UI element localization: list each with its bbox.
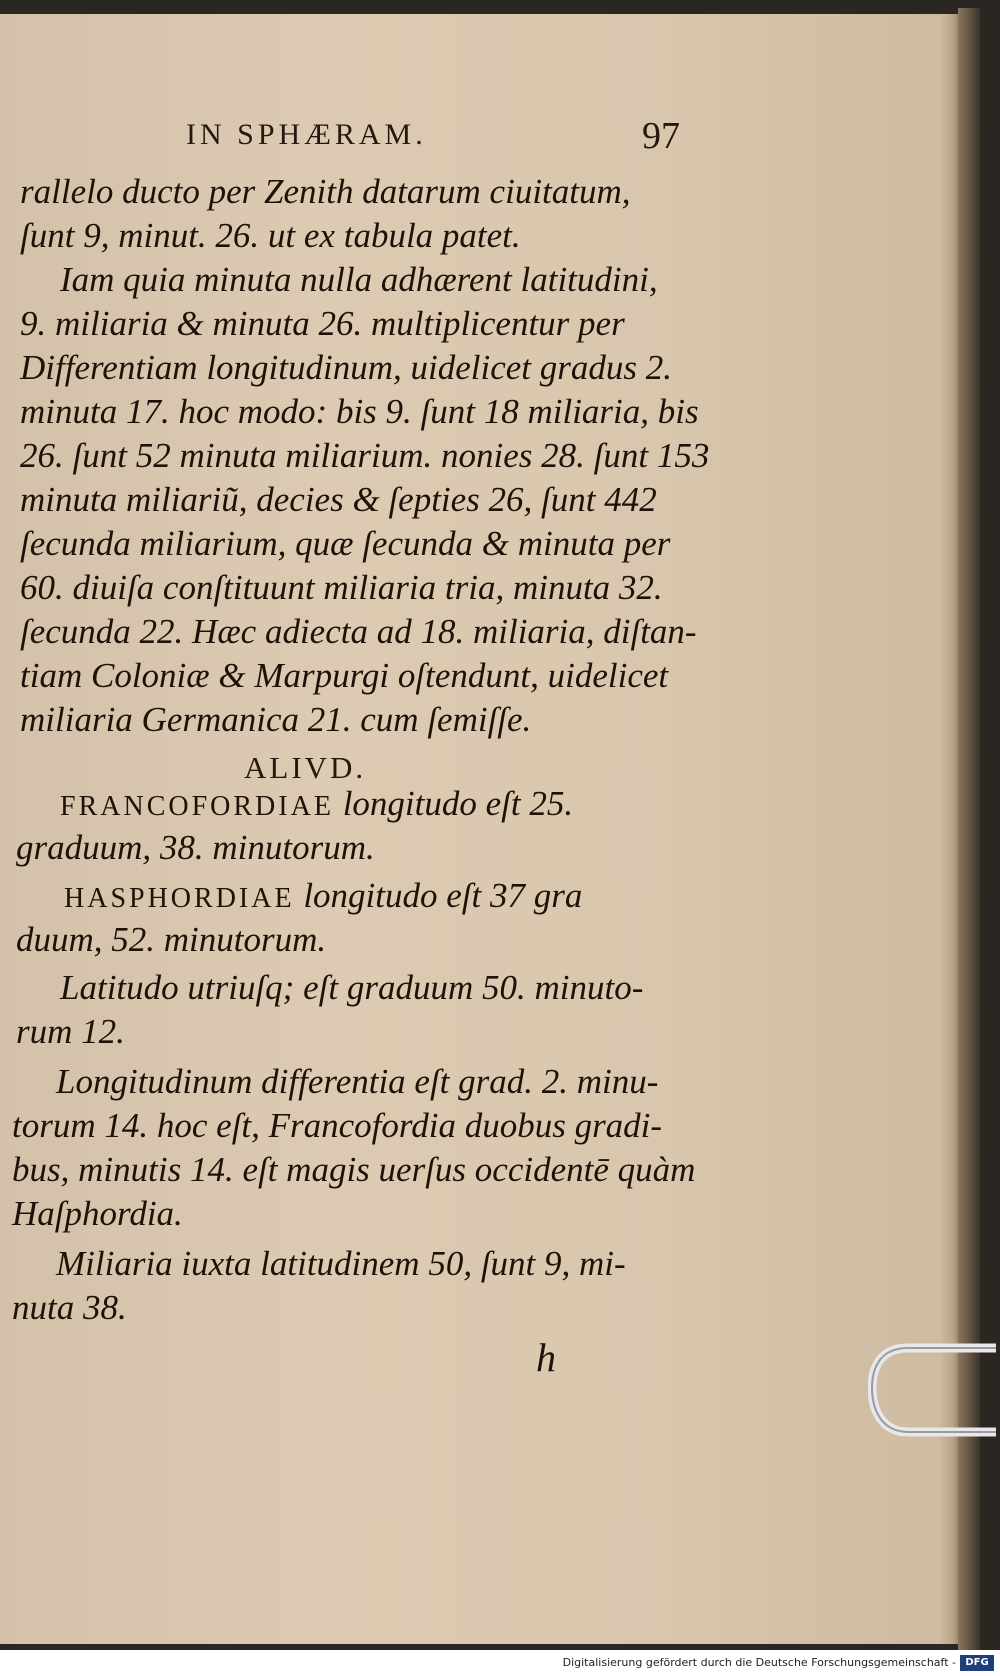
text-line: minuta 17. hoc modo: bis 9. ſunt 18 miliaria, bis <box>20 392 699 431</box>
text-line: ſunt 9, minut. 26. ut ex tabula patet. <box>20 216 521 255</box>
line-text: torum 14. hoc eſt, Francofordia duobus gradi- <box>12 1106 663 1145</box>
caps-name: FRANCOFORDIAE <box>60 791 334 822</box>
text-line <box>12 1148 712 1192</box>
line-text: longitudo eſt 25. <box>333 784 574 823</box>
text-line <box>12 1104 712 1148</box>
page-header <box>0 114 700 158</box>
section-heading: ALIVD. <box>244 750 367 785</box>
caps-name: HASPHORDIAE <box>64 883 295 914</box>
line-text: Miliaria iuxta latitudinem 50, ſunt 9, mi- <box>56 1244 626 1283</box>
footer <box>0 1652 1000 1676</box>
line-text: Haſphordia. <box>12 1194 183 1233</box>
text-line: tiam Coloniæ & Marpurgi oſtendunt, uidelicet <box>20 656 669 695</box>
text-line <box>12 1192 712 1236</box>
text-line <box>56 1242 756 1286</box>
line-text: longitudo eſt 37 gra <box>294 876 583 915</box>
footer-credit: Digitalisierung gefördert durch die Deutsche Forschungsgemeinschaft - <box>562 1656 956 1669</box>
line-text: rum 12. <box>16 1012 125 1051</box>
text-line <box>64 874 764 921</box>
text-line <box>56 1060 756 1104</box>
signature-mark: h <box>536 1335 556 1380</box>
text-line: Iam quia minuta nulla adhærent latitudini, <box>60 260 658 299</box>
paper-clip-icon <box>868 1340 998 1440</box>
line-text: bus, minutis 14. eſt magis uerſus occidentē quàm <box>12 1150 696 1189</box>
text-line: ſecunda 22. Hæc adiecta ad 18. miliaria, diſtan- <box>20 612 697 651</box>
text-line <box>16 918 716 962</box>
text-line: miliaria Germanica 21. cum ſemiſſe. <box>20 700 532 739</box>
text-line <box>16 1010 716 1054</box>
text-line: rallelo ducto per Zenith datarum ciuitatum, <box>20 172 631 211</box>
line-text: nuta 38. <box>12 1288 127 1327</box>
text-line <box>60 782 760 829</box>
text-line <box>16 826 716 870</box>
book-page <box>0 14 958 1644</box>
text-line: 26. ſunt 52 minuta miliarium. nonies 28. ſunt 153 <box>20 436 710 475</box>
dfg-logo: DFG <box>960 1655 994 1671</box>
page-number: 97 <box>642 115 680 157</box>
line-text: Latitudo utriuſq; eſt graduum 50. minuto- <box>60 968 644 1007</box>
text-line <box>60 966 760 1010</box>
text-line: minuta miliariũ, decies & ſepties 26, ſunt 442 <box>20 480 657 519</box>
text-line: Differentiam longitudinum, uidelicet gradus 2. <box>20 348 672 387</box>
text-line: 60. diuiſa conſtituunt miliaria tria, minuta 32. <box>20 568 663 607</box>
line-text: duum, 52. minutorum. <box>16 920 327 959</box>
text-line: ſecunda miliarium, quæ ſecunda & minuta per <box>20 524 671 563</box>
text-line: 9. miliaria & minuta 26. multiplicentur per <box>20 304 625 343</box>
text-line <box>12 1286 712 1330</box>
line-text: graduum, 38. minutorum. <box>16 828 375 867</box>
running-head: IN SPHÆRAM. <box>186 118 427 151</box>
line-text: Longitudinum differentia eſt grad. 2. minu- <box>56 1062 659 1101</box>
